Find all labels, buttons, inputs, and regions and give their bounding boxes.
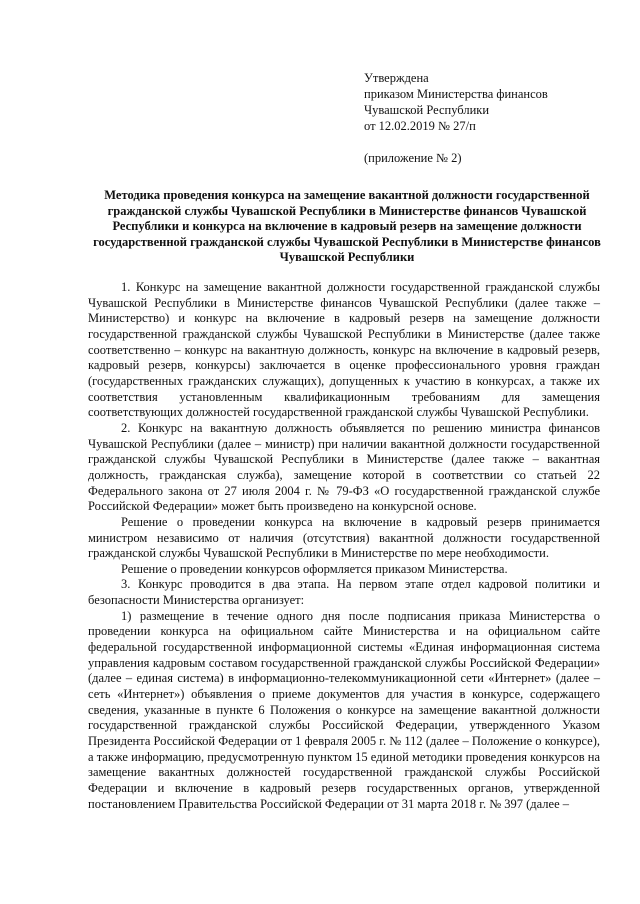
document-body [88,280,600,812]
approval-line: приказом Министерства финансов [364,87,548,101]
paragraph: 3. Конкурс проводится в два этапа. На первом этапе отдел кадровой политики и безопасности Министерства организует: [88,577,600,608]
paragraph: Решение о проведении конкурсов оформляется приказом Министерства. [121,561,508,576]
paragraph: 1) размещение в течение одного дня после подписания приказа Министерства о проведении конкурса на официальном сайте Министерства и на официальном сайте федеральной государственной информационной системы «Единая информационная система управления кадровым составом государственной гражданской службы Российской Федерации» (далее – единая система) в информационно-телекоммуникационной сети «Интернет» (далее – сеть «Интернет») объявления о приеме документов для участия в конкурсе, содержащего сведения, указанные в пункте 6 Положения о конкурсе на замещение вакантной должности государственной гражданской службы Российской Федерации, утвержденного Указом Президента Российской Федерации от 1 февраля 2005 г. № 112 (далее – Положение о конкурсе), а также информацию, предусмотренную пунктом 15 единой методики проведения конкурсов на замещение вакантных должностей государственной гражданской службы Российской Федерации и включение в кадровый резерв государственных органов, утвержденной постановлением Правительства Российской Федерации от 31 марта 2018 г. № 397 (далее – [88,608,600,811]
paragraph: 1. Конкурс на замещение вакантной должности государственной гражданской службы Чувашской Республики в Министерстве финансов Чувашской Республики (далее также – Министерство) и конкурс на включение в кадровый резерв на замещение должности государственной гражданской службы Чувашской Республики в Министерстве (далее также соответственно – конкурс на вакантную должность, конкурс на включение в кадровый резерв, кадровый резерв, конкурсы) заключается в оценке профессионального уровня граждан (государственных гражданских служащих), допущенных к участию в конкурсах, а также их соответствия установленным квалификационным требованиям для замещения соответствующих должностей государственной гражданской службы Чувашской Республики. [88,280,600,420]
appendix-number: (приложение № 2) [364,151,462,165]
approval-line: Утверждена [364,71,429,85]
paragraph: Решение о проведении конкурса на включение в кадровый резерв принимается министром независимо от наличия (отсутствия) вакантной должности государственной гражданской службы Чувашской Республики в Министерстве по мере необходимости. [88,514,600,561]
approval-stamp [364,70,548,166]
paragraph: 2. Конкурс на вакантную должность объявляется по решению министра финансов Чувашской Республики (далее – министр) при наличии вакантной должности государственной гражданской службы Чувашской Республики в Министерстве (далее также – вакантная должность, гражданская служба), замещение которой в соответствии со статьей 22 Федерального закона от 27 июля 2004 г. № 79-ФЗ «О государственной гражданской службе Российской Федерации» может быть произведено на конкурсной основе. [88,420,600,514]
spacer [364,134,548,150]
document-title: Методика проведения конкурса на замещение вакантной должности государственной гражданской службы Чувашской Республики в Министерстве финансов Чувашской Республики и конкурса на включение в кадровый резерв на замещение должности государственной гражданской службы Чувашской Республики в Министерстве финансов Чувашской Республики [93,188,601,265]
approval-date: от 12.02.2019 № 27/п [364,119,476,133]
approval-line: Чувашской Республики [364,103,490,117]
